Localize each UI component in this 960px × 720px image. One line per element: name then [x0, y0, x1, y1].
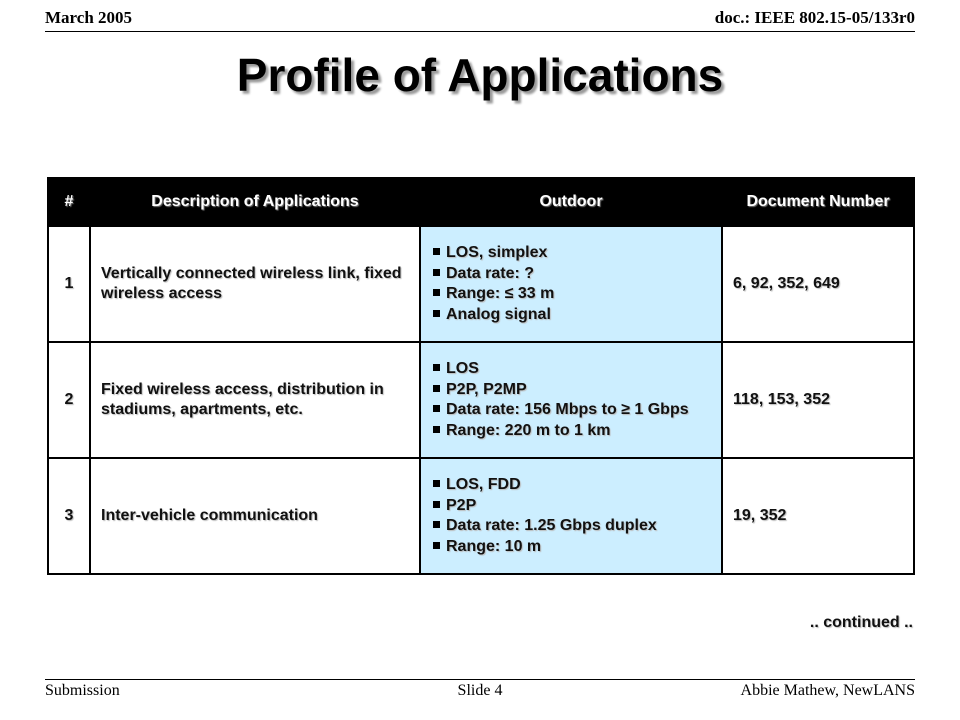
- applications-table: [47, 177, 915, 575]
- header-doc-number: doc.: IEEE 802.15-05/133r0: [714, 8, 915, 27]
- outdoor-item-text: Range: ≤ 33 m: [446, 285, 555, 302]
- row-description: Fixed wireless access, distribution in stadiums, apartments, etc.: [90, 342, 420, 458]
- list-item: [431, 359, 715, 380]
- list-item: [431, 475, 715, 496]
- outdoor-item-text: Range: 10 m: [446, 537, 542, 555]
- bullet-square-icon: [433, 521, 440, 528]
- bullet-square-icon: [433, 269, 440, 276]
- outdoor-item-text: Data rate: 156 Mbps to ≥ 1 Gbps: [446, 401, 689, 418]
- col-header-number: #: [48, 178, 90, 226]
- bullet-square-icon: [433, 501, 440, 508]
- row-document-numbers: 118, 153, 352: [722, 342, 914, 458]
- row-description: Inter-vehicle communication: [90, 458, 420, 574]
- list-item: [431, 243, 715, 264]
- list-item: [431, 380, 715, 401]
- list-item: [431, 496, 715, 517]
- slide-title: Profile of Applications: [236, 49, 724, 101]
- continued-note: .. continued ..: [809, 614, 913, 631]
- list-item: [431, 305, 715, 326]
- footer-rule: [45, 679, 915, 680]
- list-item: [431, 264, 715, 285]
- outdoor-item-text: LOS, FDD: [446, 476, 521, 493]
- bullet-square-icon: [433, 248, 440, 255]
- table-row: [48, 226, 914, 342]
- outdoor-item-text: Analog signal: [446, 305, 551, 323]
- header-date: March 2005: [45, 8, 133, 27]
- bullet-square-icon: [433, 364, 440, 371]
- list-item: [431, 516, 715, 537]
- col-header-description: Description of Applications: [90, 178, 420, 226]
- footer-slide-number: Slide 4: [457, 682, 503, 699]
- outdoor-item-text: LOS: [446, 360, 479, 377]
- outdoor-item-text: Data rate: ?: [446, 264, 535, 282]
- row-outdoor: [420, 342, 722, 458]
- outdoor-item-text: Data rate: 1.25 Gbps duplex: [446, 517, 657, 534]
- footer-submission: Submission: [45, 682, 120, 699]
- bullet-square-icon: [433, 426, 440, 433]
- footer-author: Abbie Mathew, NewLANS: [740, 682, 915, 699]
- col-header-document-number: Document Number: [722, 178, 914, 226]
- outdoor-item-text: P2P: [446, 496, 477, 514]
- bullet-square-icon: [433, 310, 440, 317]
- outdoor-item-text: P2P, P2MP: [446, 380, 527, 398]
- table-row: [48, 458, 914, 574]
- bullet-square-icon: [433, 289, 440, 296]
- row-number: 1: [48, 226, 90, 342]
- row-document-numbers: 6, 92, 352, 649: [722, 226, 914, 342]
- col-header-outdoor: Outdoor: [420, 178, 722, 226]
- bullet-square-icon: [433, 405, 440, 412]
- outdoor-item-text: Range: 220 m to 1 km: [446, 421, 611, 439]
- list-item: [431, 284, 715, 305]
- header-rule: [45, 31, 915, 32]
- table-header-row: [48, 178, 914, 226]
- row-outdoor: [420, 226, 722, 342]
- row-description: Vertically connected wireless link, fixed wireless access: [90, 226, 420, 342]
- row-outdoor: [420, 458, 722, 574]
- list-item: [431, 400, 715, 421]
- row-number: 3: [48, 458, 90, 574]
- row-document-numbers: 19, 352: [722, 458, 914, 574]
- outdoor-item-text: LOS, simplex: [446, 244, 548, 261]
- table-row: [48, 342, 914, 458]
- list-item: [431, 421, 715, 442]
- list-item: [431, 537, 715, 558]
- bullet-square-icon: [433, 385, 440, 392]
- bullet-square-icon: [433, 480, 440, 487]
- row-number: 2: [48, 342, 90, 458]
- bullet-square-icon: [433, 542, 440, 549]
